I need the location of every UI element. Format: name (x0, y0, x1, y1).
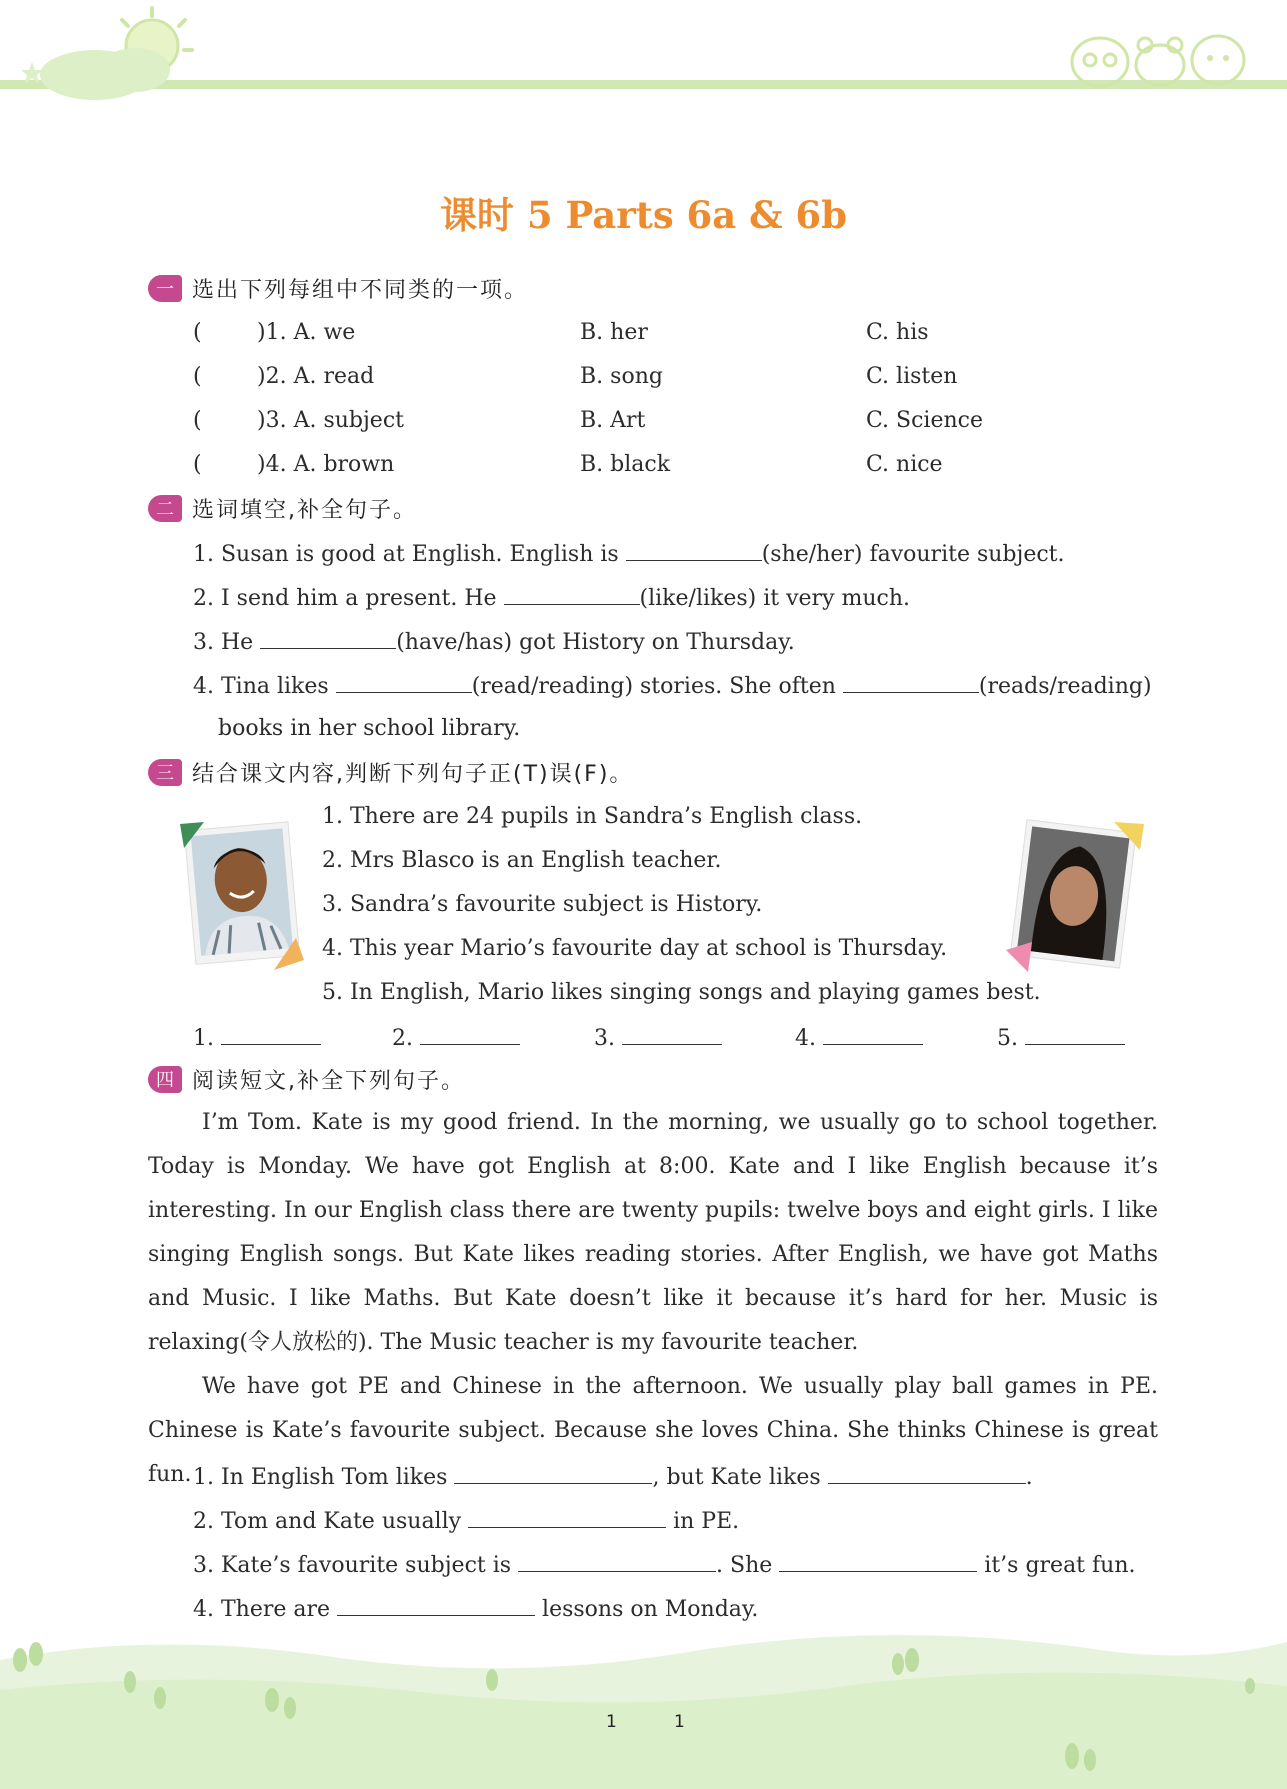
section-2-title: 选词填空,补全句子。 (192, 497, 417, 523)
tf-answer-5 (997, 1022, 1125, 1054)
q1-3-option-c: C. Science (866, 408, 983, 433)
q2-2 (193, 582, 910, 614)
q1-1-option-c: C. his (866, 320, 929, 345)
sandra-photo (1002, 818, 1147, 976)
tf-answer-3-blank[interactable] (622, 1022, 722, 1045)
q2-4-text-b: (read/reading) stories. She often (471, 674, 836, 699)
page-number-right: 1 (674, 1712, 685, 1732)
q4-1-text-c: . (1025, 1465, 1033, 1490)
q2-2-text-b: (like/likes) it very much. (639, 586, 911, 611)
q2-2-blank[interactable] (504, 582, 640, 605)
q2-4-continuation: books in her school library. (218, 716, 521, 741)
q4-4-blank[interactable] (337, 1593, 535, 1616)
tf-item-4: 4. This year Mario’s favourite day at school is Thursday. (322, 936, 948, 961)
q2-3-text-a: 3. He (193, 630, 254, 655)
tf-item-1: 1. There are 24 pupils in Sandra’s English class. (322, 804, 863, 829)
tf-answer-2-label: 2. (392, 1026, 413, 1051)
q2-3 (193, 626, 795, 658)
q2-3-text-b: (have/has) got History on Thursday. (396, 630, 795, 655)
q1-4-option-a: )4. A. brown (257, 452, 395, 477)
q4-3-text-a: 3. Kate’s favourite subject is (193, 1553, 512, 1578)
q1-3-option-a: )3. A. subject (257, 408, 404, 433)
sun-cloud-decoration (0, 0, 230, 110)
q2-4-blank-1[interactable] (336, 670, 472, 693)
section-4-title: 阅读短文,补全下列句子。 (192, 1068, 465, 1094)
tf-item-3: 3. Sandra’s favourite subject is History. (322, 892, 763, 917)
q4-3-text-c: it’s great fun. (984, 1553, 1136, 1578)
section-1-badge: 一 (148, 275, 182, 302)
q4-3 (193, 1549, 1136, 1581)
q1-2-option-c: C. listen (866, 364, 958, 389)
section-2-badge: 二 (148, 495, 182, 522)
q4-3-text-b: . She (716, 1553, 773, 1578)
tf-answer-3-label: 3. (594, 1026, 615, 1051)
q2-1-blank[interactable] (626, 538, 762, 561)
section-4-header (148, 1061, 465, 1097)
q1-2-paren: ( (193, 364, 202, 389)
q4-2-text-a: 2. Tom and Kate usually (193, 1509, 462, 1534)
mario-photo (178, 818, 308, 970)
reading-paragraph-2: We have got PE and Chinese in the afternoon. We usually play ball games in PE. Chinese is Kate’s favourite subject. Because she loves China. She thinks Chinese is great fun. (148, 1374, 1158, 1487)
q4-3-blank-2[interactable] (779, 1549, 977, 1572)
q2-3-blank[interactable] (260, 626, 396, 649)
section-4-badge: 四 (148, 1066, 182, 1093)
q2-2-text-a: 2. I send him a present. He (193, 586, 497, 611)
q4-2 (193, 1505, 739, 1537)
animal-faces-decoration (1060, 20, 1260, 90)
tf-answer-5-blank[interactable] (1025, 1022, 1125, 1045)
tf-item-2: 2. Mrs Blasco is an English teacher. (322, 848, 722, 873)
tf-answer-1 (193, 1022, 321, 1054)
tf-answer-4 (795, 1022, 923, 1054)
tf-answer-5-label: 5. (997, 1026, 1018, 1051)
q4-2-blank[interactable] (468, 1505, 666, 1528)
q1-4-option-b: B. black (580, 452, 671, 477)
section-1-title: 选出下列每组中不同类的一项。 (192, 277, 529, 303)
tf-answer-1-label: 1. (193, 1026, 214, 1051)
q1-3-paren: ( (193, 408, 202, 433)
q2-1-text-b: (she/her) favourite subject. (761, 542, 1065, 567)
tf-answer-1-blank[interactable] (221, 1022, 321, 1045)
q2-4-text-c: (reads/reading) (978, 674, 1152, 699)
q1-4-paren: ( (193, 452, 202, 477)
section-3-title: 结合课文内容,判断下列句子正(T)误(F)。 (192, 761, 634, 787)
q4-2-text-b: in PE. (673, 1509, 740, 1534)
reading-passage (148, 1101, 1158, 1497)
q1-1-option-b: B. her (580, 320, 648, 345)
tf-answer-4-blank[interactable] (823, 1022, 923, 1045)
q2-1 (193, 538, 1065, 570)
page-number-left: 1 (606, 1712, 617, 1732)
reading-paragraph-1: I’m Tom. Kate is my good friend. In the morning, we usually go to school together. Today is Monday. We have got English at 8:00. Kate and I like English because it’s interesting. In our English class there are twenty pupils: twelve boys and eight girls. I like singing English songs. But Kate likes reading stories. After English, we have got Maths and Music. I like Maths. But Kate doesn’t like it because it’s hard for her. Music is relaxing(令人放松的). The Music teacher is my favourite teacher. (148, 1110, 1158, 1355)
footer-hills-decoration (0, 1620, 1287, 1789)
section-3-header (148, 754, 633, 790)
q1-1-option-a: )1. A. we (257, 320, 356, 345)
q4-1-blank-1[interactable] (454, 1461, 652, 1484)
q1-1-paren: ( (193, 320, 202, 345)
tf-answer-3 (594, 1022, 722, 1054)
q1-4-option-c: C. nice (866, 452, 943, 477)
q1-3-option-b: B. Art (580, 408, 646, 433)
q4-4-text-a: 4. There are (193, 1597, 331, 1622)
q4-1 (193, 1461, 1033, 1493)
q2-1-text-a: 1. Susan is good at English. English is (193, 542, 619, 567)
tf-item-5: 5. In English, Mario likes singing songs and playing games best. (322, 980, 1041, 1005)
q4-1-blank-2[interactable] (828, 1461, 1026, 1484)
q2-4-text-a: 4. Tina likes (193, 674, 329, 699)
q2-4-blank-2[interactable] (843, 670, 979, 693)
q1-2-option-b: B. song (580, 364, 663, 389)
q2-4 (193, 670, 1152, 702)
section-1-header (148, 270, 528, 306)
q4-4-text-b: lessons on Monday. (542, 1597, 759, 1622)
tf-answer-2 (392, 1022, 520, 1054)
q4-3-blank-1[interactable] (518, 1549, 716, 1572)
page-title: 课时 5 Parts 6a & 6b (439, 193, 848, 237)
q4-1-text-b: , but Kate likes (652, 1465, 821, 1490)
section-2-header (148, 490, 417, 526)
q4-1-text-a: 1. In English Tom likes (193, 1465, 448, 1490)
section-3-badge: 三 (148, 759, 182, 786)
tf-answer-4-label: 4. (795, 1026, 816, 1051)
tf-answer-2-blank[interactable] (420, 1022, 520, 1045)
q1-2-option-a: )2. A. read (257, 364, 375, 389)
